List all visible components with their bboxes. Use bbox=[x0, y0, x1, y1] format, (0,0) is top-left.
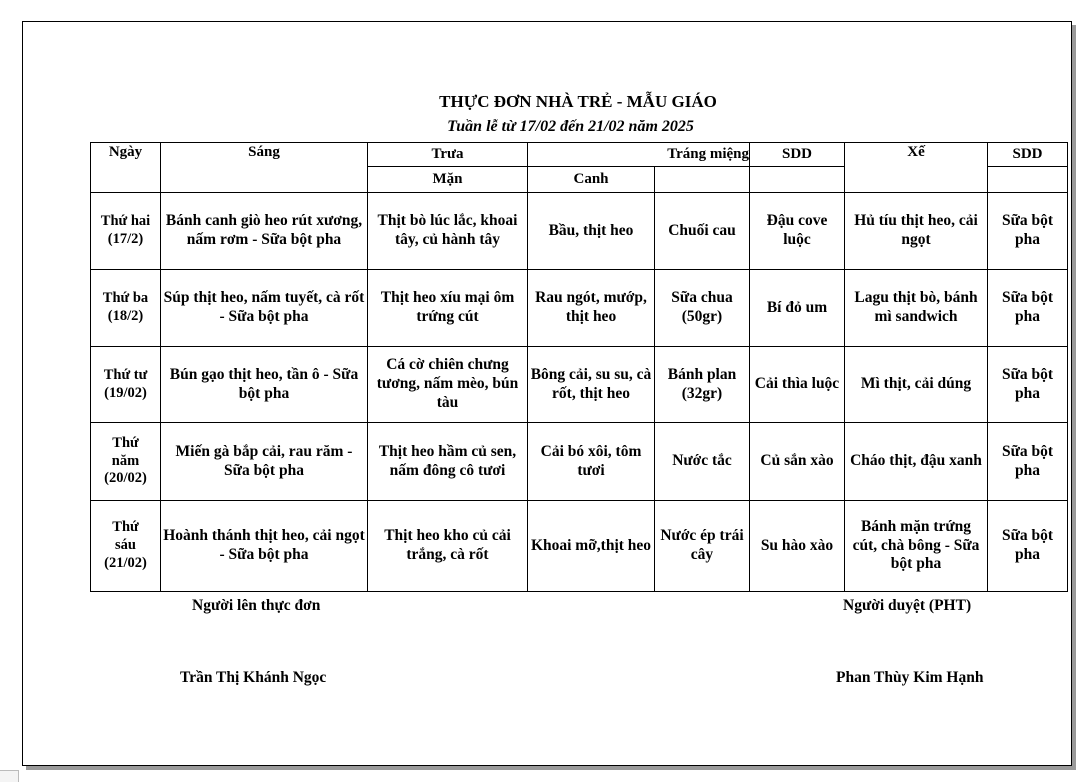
day-cell bbox=[91, 193, 161, 270]
subheader-blank bbox=[750, 167, 845, 193]
subheader-savory: Mặn bbox=[368, 167, 528, 193]
table-row bbox=[91, 193, 1068, 270]
sdd2-cell: Sữa bột pha bbox=[988, 193, 1068, 270]
breakfast-cell: Súp thịt heo, nấm tuyết, cà rốt - Sữa bột pha bbox=[161, 270, 368, 347]
day-date: (21/02) bbox=[104, 554, 147, 571]
breakfast-cell: Miến gà bắp cải, rau răm - Sữa bột pha bbox=[161, 423, 368, 501]
day-cell bbox=[91, 423, 161, 501]
header-dessert: Tráng miệng bbox=[528, 143, 750, 167]
soup-cell: Khoai mỡ,thịt heo bbox=[528, 501, 655, 592]
day-cell bbox=[91, 501, 161, 592]
afternoon-cell: Lagu thịt bò, bánh mì sandwich bbox=[845, 270, 988, 347]
header-sdd-2: SDD bbox=[988, 143, 1068, 167]
afternoon-cell: Cháo thịt, đậu xanh bbox=[845, 423, 988, 501]
day-date: (17/2) bbox=[107, 231, 144, 247]
soup-cell: Bầu, thịt heo bbox=[528, 193, 655, 270]
sdd-cell: Cải thìa luộc bbox=[750, 347, 845, 423]
header-row bbox=[91, 143, 1068, 167]
day-cell bbox=[91, 270, 161, 347]
savory-cell: Thịt heo xíu mại ôm trứng cút bbox=[368, 270, 528, 347]
soup-cell: Cải bó xôi, tôm tươi bbox=[528, 423, 655, 501]
window-corner-mark bbox=[0, 770, 19, 782]
soup-cell: Bông cải, su su, cà rốt, thịt heo bbox=[528, 347, 655, 423]
day-name: Thứ tư bbox=[103, 366, 148, 383]
header-afternoon: Xế bbox=[845, 143, 988, 193]
approver-name: Phan Thùy Kim Hạnh bbox=[836, 669, 984, 686]
table-row bbox=[91, 270, 1068, 347]
document-subtitle: Tuần lễ từ 17/02 đến 21/02 năm 2025 bbox=[447, 118, 694, 135]
day-date: (20/02) bbox=[104, 470, 147, 487]
dessert-cell: Sữa chua (50gr) bbox=[655, 270, 750, 347]
sdd2-cell: Sữa bột pha bbox=[988, 270, 1068, 347]
savory-cell: Thịt heo hầm củ sen, nấm đông cô tươi bbox=[368, 423, 528, 501]
creator-name: Trần Thị Khánh Ngọc bbox=[180, 669, 327, 686]
document-title: THỰC ĐƠN NHÀ TRẺ - MẪU GIÁO bbox=[439, 92, 717, 111]
dessert-cell: Nước ép trái cây bbox=[655, 501, 750, 592]
savory-cell: Thịt bò lúc lắc, khoai tây, củ hành tây bbox=[368, 193, 528, 270]
sdd2-cell: Sữa bột pha bbox=[988, 347, 1068, 423]
menu-table bbox=[90, 142, 1068, 592]
sdd2-cell: Sữa bột pha bbox=[988, 501, 1068, 592]
sdd2-cell: Sữa bột pha bbox=[988, 423, 1068, 501]
dessert-cell: Nước tắc bbox=[655, 423, 750, 501]
afternoon-cell: Bánh mặn trứng cút, chà bông - Sữa bột pha bbox=[845, 501, 988, 592]
dessert-cell: Chuối cau bbox=[655, 193, 750, 270]
day-name-2: sáu bbox=[115, 537, 136, 554]
header-sdd: SDD bbox=[750, 143, 845, 167]
day-date: (18/2) bbox=[107, 308, 144, 324]
approver-label: Người duyệt (PHT) bbox=[843, 597, 972, 614]
soup-cell: Rau ngót, mướp, thịt heo bbox=[528, 270, 655, 347]
creator-label: Người lên thực đơn bbox=[192, 597, 321, 614]
day-name: Thứ bbox=[112, 519, 139, 536]
breakfast-cell: Bún gạo thịt heo, tần ô - Sữa bột pha bbox=[161, 347, 368, 423]
day-name: Thứ hai bbox=[100, 213, 151, 230]
sdd-cell: Bí đỏ um bbox=[750, 270, 845, 347]
savory-cell: Thịt heo kho củ cải trắng, cà rốt bbox=[368, 501, 528, 592]
subheader-blank bbox=[988, 167, 1068, 193]
sdd-cell: Đậu cove luộc bbox=[750, 193, 845, 270]
subheader-soup: Canh bbox=[528, 167, 655, 193]
day-cell bbox=[91, 347, 161, 423]
table-row bbox=[91, 347, 1068, 423]
table-row bbox=[91, 423, 1068, 501]
breakfast-cell: Hoành thánh thịt heo, cải ngọt - Sữa bột pha bbox=[161, 501, 368, 592]
breakfast-cell: Bánh canh giò heo rút xương, nấm rơm - Sữa bột pha bbox=[161, 193, 368, 270]
header-breakfast: Sáng bbox=[161, 143, 368, 193]
savory-cell: Cá cờ chiên chưng tương, nấm mèo, bún tàu bbox=[368, 347, 528, 423]
header-lunch: Trưa bbox=[368, 143, 528, 167]
dessert-cell: Bánh plan (32gr) bbox=[655, 347, 750, 423]
sdd-cell: Củ sắn xào bbox=[750, 423, 845, 501]
day-name-2: năm bbox=[111, 452, 140, 469]
sdd-cell: Su hào xào bbox=[750, 501, 845, 592]
table-row bbox=[91, 501, 1068, 592]
day-name: Thứ ba bbox=[102, 290, 149, 307]
day-date: (19/02) bbox=[104, 384, 147, 401]
afternoon-cell: Hủ tíu thịt heo, cải ngọt bbox=[845, 193, 988, 270]
afternoon-cell: Mì thịt, cải dúng bbox=[845, 347, 988, 423]
subheader-blank bbox=[655, 167, 750, 193]
day-name: Thứ bbox=[112, 434, 139, 451]
header-day: Ngày bbox=[91, 143, 161, 193]
